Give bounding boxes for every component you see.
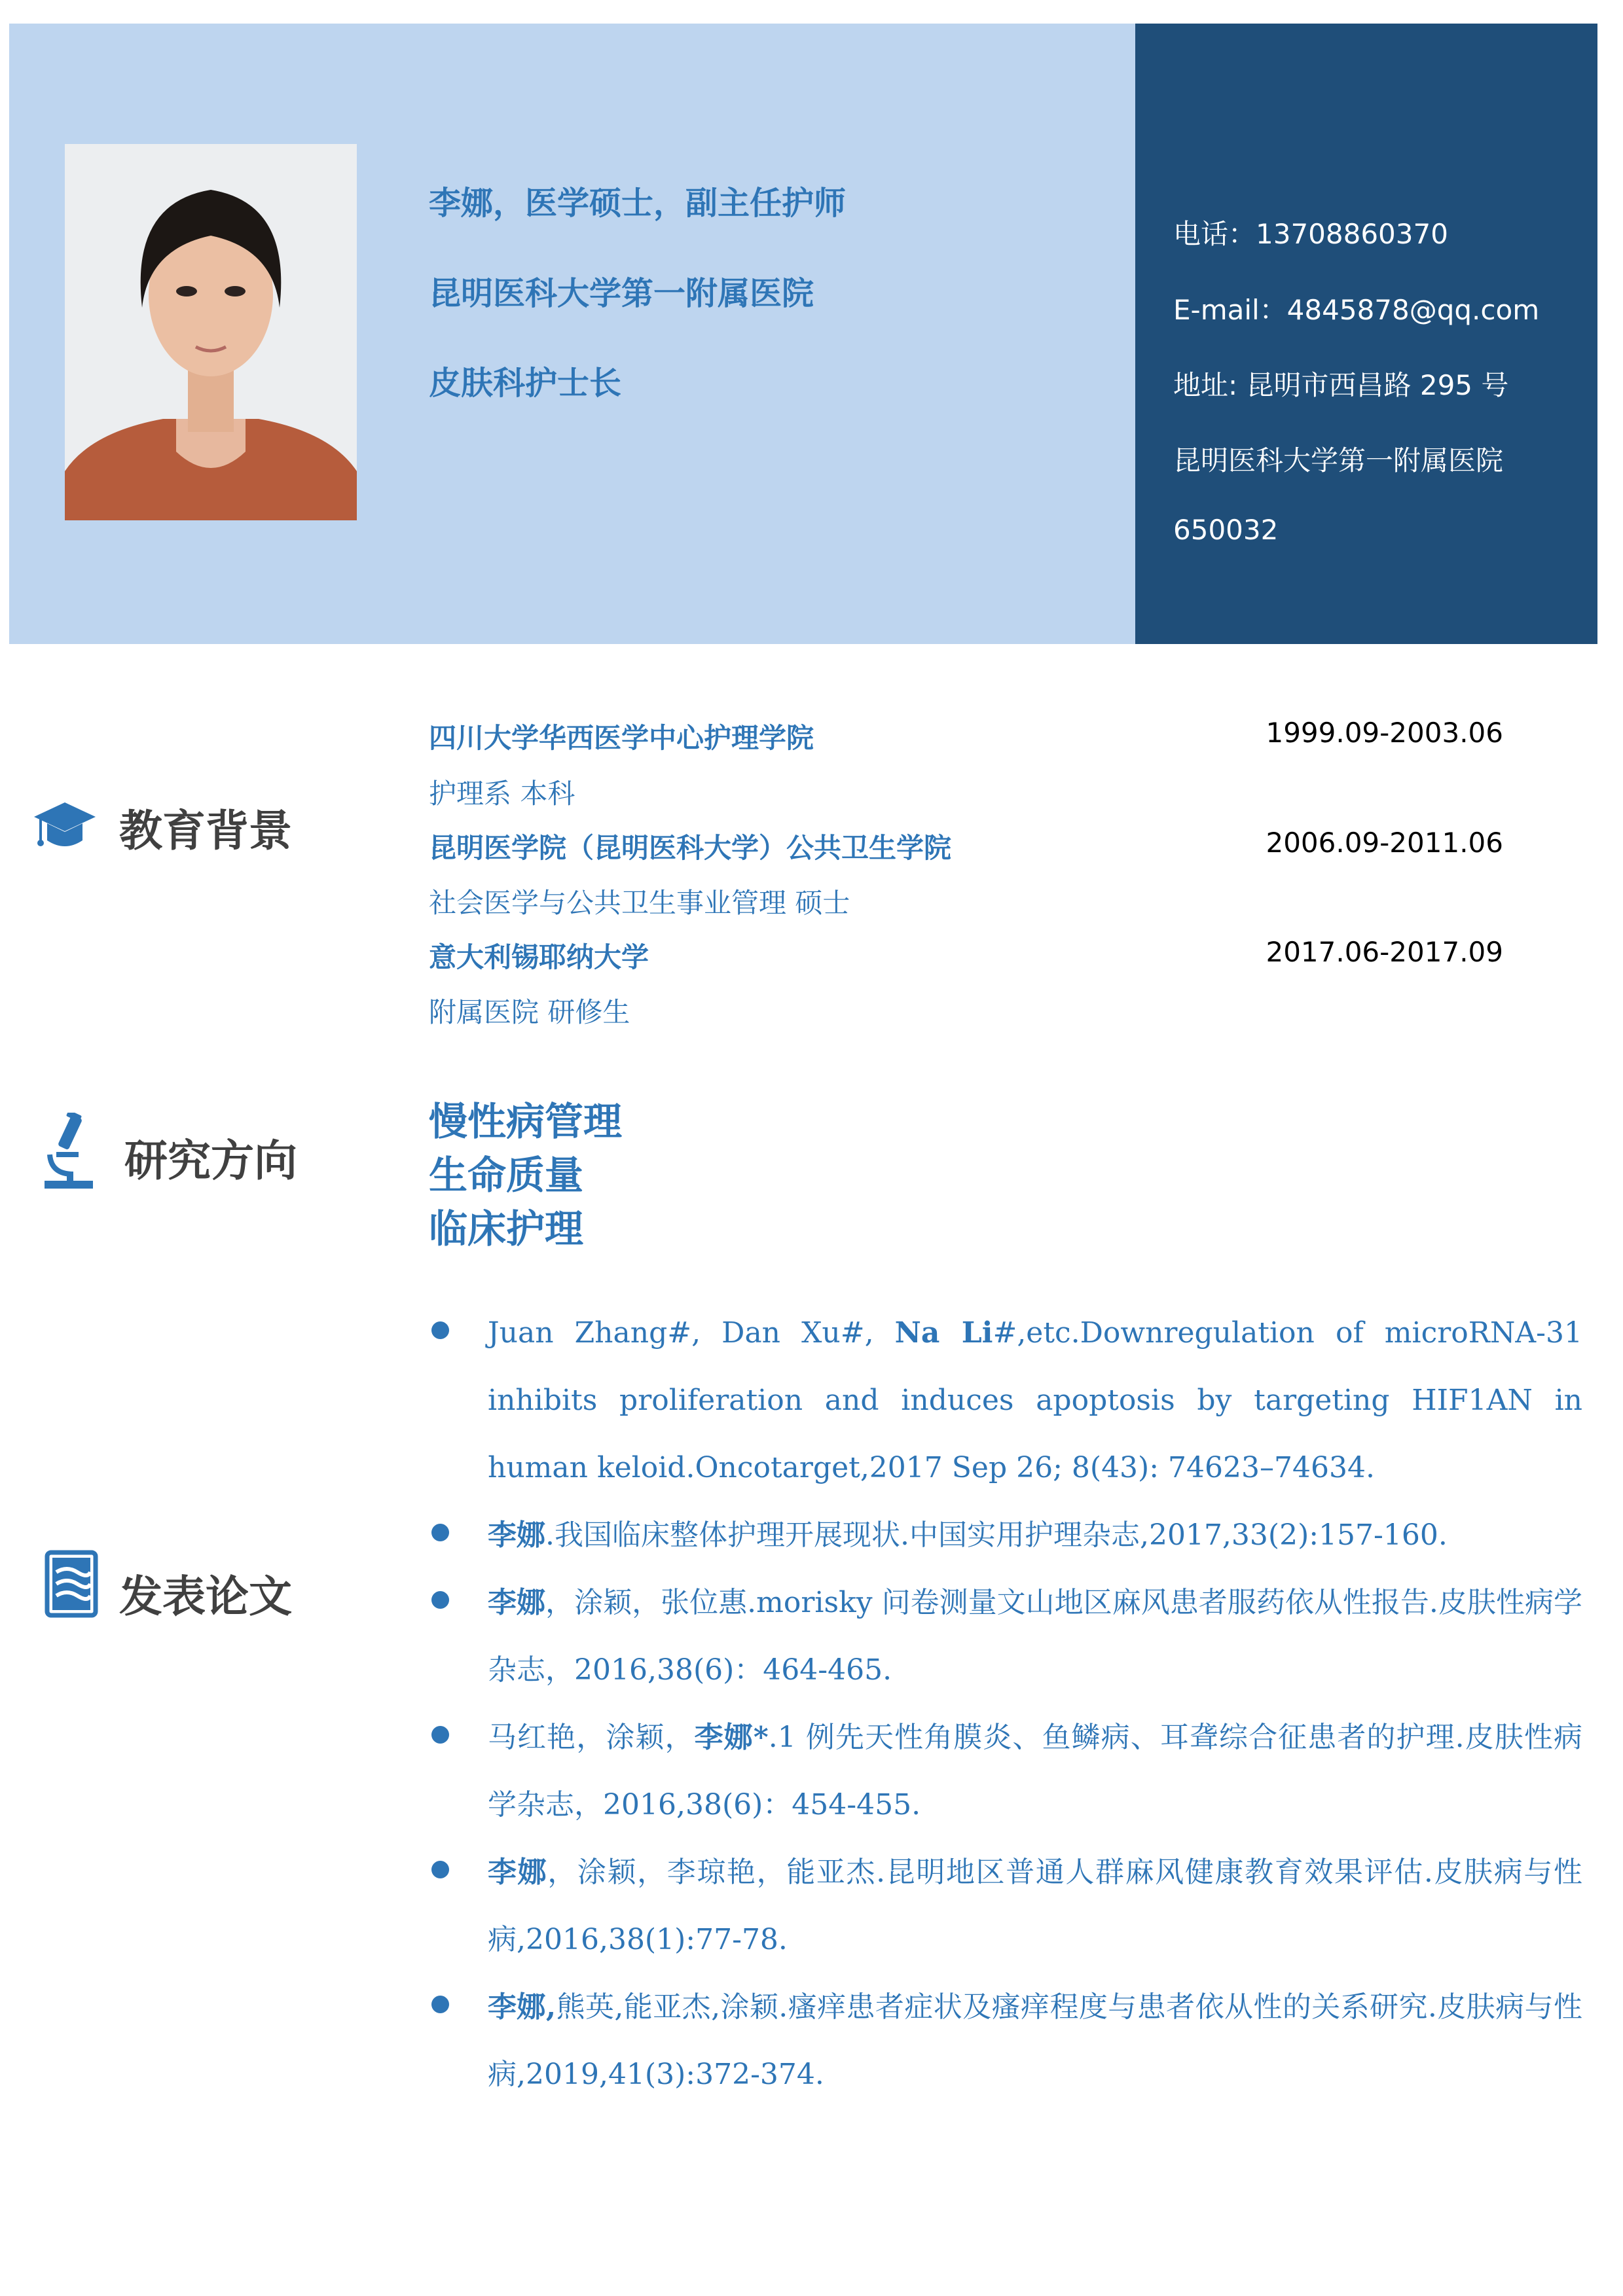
section-title-research: 研究方向 [124, 1136, 297, 1186]
contact-hospital: 昆明医科大学第一附属医院 [1173, 444, 1504, 476]
research-item-3: 临床护理 [429, 1206, 584, 1251]
contact-email: E-mail：4845878@qq.com [1173, 294, 1540, 326]
education-date-2: 2006.09-2011.06 [1266, 827, 1503, 859]
education-date-1: 1999.09-2003.06 [1266, 717, 1503, 749]
education-date-3: 2017.06-2017.09 [1266, 936, 1503, 968]
section-title-education: 教育背景 [119, 806, 292, 856]
education-school-3: 意大利锡耶纳大学 [429, 941, 649, 973]
publication-item: 马红艳，涂颖，李娜*.1 例先天性角膜炎、鱼鳞病、耳聋综合征患者的护理.皮肤性病学杂志，2016,38(6)：454-455. [429, 1704, 1582, 1839]
hospital-name: 昆明医科大学第一附属医院 [429, 275, 814, 312]
microscope-icon [41, 1113, 97, 1191]
document-icon [43, 1550, 100, 1618]
publication-list [429, 1299, 1582, 2108]
portrait-photo [65, 144, 357, 520]
research-item-2: 生命质量 [429, 1153, 584, 1198]
contact-phone: 电话：13708860370 [1173, 218, 1448, 250]
name-title: 李娜，医学硕士，副主任护师 [429, 185, 847, 222]
contact-address: 地址: 昆明市西昌路 295 号 [1173, 369, 1509, 401]
education-detail-1: 护理系 本科 [429, 778, 575, 810]
publication-item: 李娜,熊英,能亚杰,涂颖.瘙痒患者症状及瘙痒程度与患者依从性的关系研究.皮肤病与性病,2019,41(3):372-374. [429, 1973, 1582, 2108]
job-position: 皮肤科护士长 [429, 365, 622, 402]
education-detail-2: 社会医学与公共卫生事业管理 硕士 [429, 887, 850, 919]
education-detail-3: 附属医院 研修生 [429, 996, 630, 1028]
graduation-cap-icon [33, 800, 97, 852]
education-school-1: 四川大学华西医学中心护理学院 [429, 722, 814, 754]
contact-panel [1135, 24, 1597, 644]
publication-item: 李娜，涂颖，李琼艳，能亚杰.昆明地区普通人群麻风健康教育效果评估.皮肤病与性病,2016,38(1):77-78. [429, 1839, 1582, 1973]
publication-item: 李娜.我国临床整体护理开展现状.中国实用护理杂志,2017,33(2):157-160. [429, 1501, 1582, 1569]
publication-item: Juan Zhang#, Dan Xu#, Na Li#,etc.Downregulation of microRNA-31 inhibits proliferation and induces apoptosis by targeting HIF1AN in human keloid.Oncotarget,2017 Sep 26; 8(43): 74623–74634. [429, 1299, 1582, 1501]
contact-postcode: 650032 [1173, 514, 1279, 546]
publication-item: 李娜，涂颖，张位惠.morisky 问卷测量文山地区麻风患者服药依从性报告.皮肤性病学杂志，2016,38(6)：464-465. [429, 1569, 1582, 1704]
education-school-2: 昆明医学院（昆明医科大学）公共卫生学院 [429, 832, 952, 864]
section-title-publications: 发表论文 [119, 1571, 292, 1622]
research-item-1: 慢性病管理 [429, 1099, 623, 1144]
